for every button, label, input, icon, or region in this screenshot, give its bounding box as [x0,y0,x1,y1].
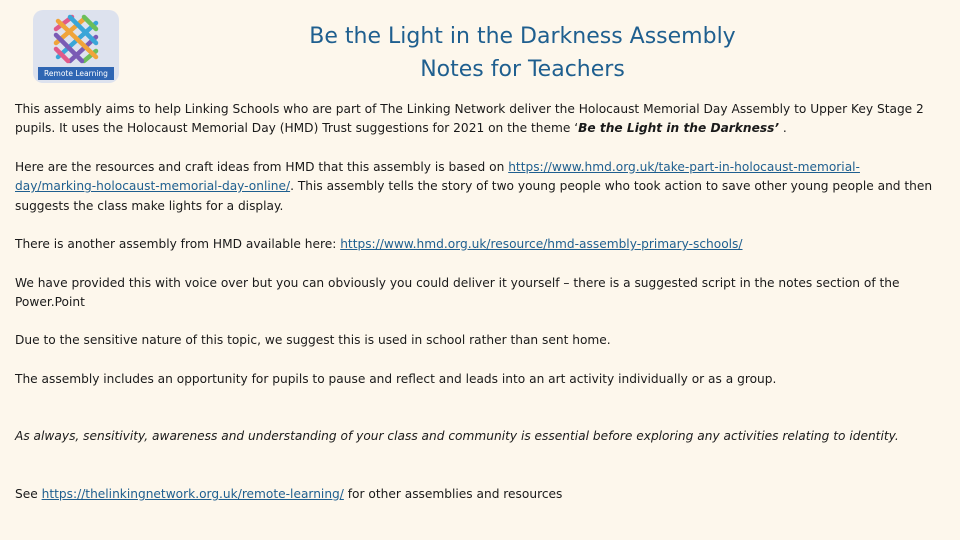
sensitivity-paragraph: As always, sensitivity, awareness and understanding of your class and community is essential before exploring any activities relating to identity. [15,429,899,443]
resources-text: Here are the resources and craft ideas from HMD that this assembly is based on [15,160,509,174]
resources-paragraph [15,158,940,216]
voice-over-paragraph: We have provided this with voice over but you can obviously you could deliver it yourself – there is a suggested script in the notes section of the Power.Point [15,276,900,310]
logo-label: Remote Learning [38,67,114,80]
theme-name: Be the Light in the Darkness’ [578,121,779,136]
reflection-paragraph: The assembly includes an opportunity for pupils to pause and reflect and leads into an art activity individually or as a group. [15,372,777,386]
another-assembly-paragraph [15,235,940,254]
hmd-assembly-link[interactable]: https://www.hmd.org.uk/resource/hmd-assembly-primary-schools/ [340,237,743,251]
intro-end: . [779,121,787,136]
resources-text-after: . This assembly tells the story of two young people who took action to save other young people and then suggests the class make lights for a display. [15,179,933,213]
sensitive-nature-paragraph: Due to the sensitive nature of this topic, we suggest this is used in school rather than sent home. [15,333,611,347]
another-assembly-text: There is another assembly from HMD available here: [15,237,341,251]
remote-learning-logo [33,10,119,83]
woven-network-icon [50,13,102,65]
title-line-2: Notes for Teachers [420,57,625,82]
see-text-after: for other assemblies and resources [343,487,563,501]
see-more-paragraph [15,485,940,504]
see-text: See [15,487,42,501]
hmd-resources-link[interactable]: https://www.hmd.org.uk/take-part-in-holocaust-memorial-day/marking-holocaust-memorial-day-online/ [15,160,860,194]
intro-paragraph [15,100,940,139]
title-line-1: Be the Light in the Darkness Assembly [309,24,736,49]
remote-learning-link[interactable]: https://thelinkingnetwork.org.uk/remote-learning/ [41,487,344,501]
page-title [250,20,795,86]
intro-text: This assembly aims to help Linking Schools who are part of The Linking Network deliver the Holocaust Memorial Day Assembly to Upper Key Stage 2 pupils. It uses the Holocaust Memorial Day (HMD) Trust suggestions for 2021 on the theme ‘ [15,102,924,136]
